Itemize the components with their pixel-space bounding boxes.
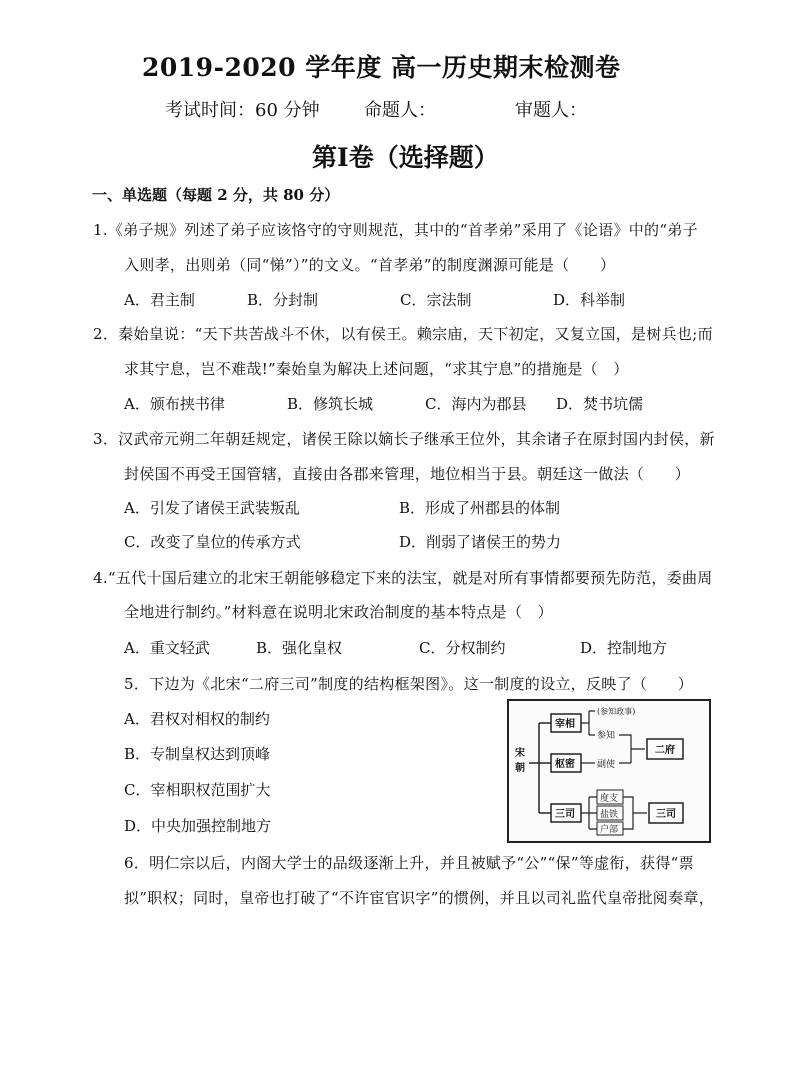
question-4-line-2: 全地进行制约。”材料意在说明北宋政治制度的基本特点是（ ） [124, 603, 553, 621]
question-4-option-d: D．控制地方 [580, 639, 668, 657]
question-1-option-d: D．科举制 [553, 291, 626, 309]
question-3-option-c: C．改变了皇位的传承方式 [124, 533, 301, 551]
question-5-option-d: D．中央加强控制地方 [124, 817, 272, 835]
diagram-sub-c: 户部 [600, 825, 619, 835]
diagram-sansi-label: 三司 [656, 809, 676, 820]
question-3-option-b: B．形成了州郡县的体制 [399, 499, 561, 517]
volume-title: 第Ⅰ卷（选择题） [312, 143, 499, 172]
question-4-option-c: C．分权制约 [419, 639, 506, 657]
question-2-option-d: D．焚书坑儒 [556, 395, 644, 413]
question-6-line-2: 拟”职权；同时，皇帝也打破了“不许宦官识字”的惯例，并且以司礼监代皇帝批阅奏章， [124, 889, 715, 907]
diagram-sub-b: 度支 [600, 794, 619, 804]
diagram-main-bracket [529, 723, 551, 813]
question-2-line-1: 2．秦始皇说：“天下共苦战斗不休，以有侯王。赖宗庙，天下初定，又复立国，是树兵也;而 [93, 325, 713, 343]
diagram-zaixiang-branch [581, 711, 595, 735]
question-1-option-a: A．君主制 [124, 291, 195, 309]
erfu-sansi-diagram [507, 699, 711, 843]
diagram-erfu-bracket [619, 735, 645, 763]
question-4-option-b: B．强化皇权 [256, 639, 343, 657]
question-reviewer: 审题人： [515, 100, 587, 121]
question-5-option-a: A．君权对相权的制约 [124, 710, 270, 728]
diagram-sanshi-branch [581, 797, 597, 829]
question-4-option-a: A．重文轻武 [124, 639, 210, 657]
question-6-line-1: 6．明仁宗以后，内阁大学士的品级逐渐上升，并且被赋予“公”“保”等虚衔，获得“票 [124, 854, 694, 872]
diagram-dynasty-1: 宋 [515, 748, 525, 759]
diagram-zaixiang-label: 宰相 [555, 719, 575, 730]
exam-time: 考试时间：60 分钟 [165, 100, 320, 121]
question-1-line-2: 入则孝，出则弟（同“悌”）”的文义。“首孝弟”的制度渊源可能是（ ） [124, 256, 616, 274]
question-3-line-2: 封侯国不再受王国管辖，直接由各郡来管理，地位相当于县。朝廷这一做法（ ） [124, 465, 691, 483]
diagram-shumi-sub: 副使 [597, 760, 616, 770]
question-1-line-1: 1.《弟子规》列述了弟子应该恪守的守则规范，其中的“首孝弟”采用了《论语》中的“弟子 [93, 221, 698, 239]
diagram-sub-a: 盐铁 [600, 810, 619, 820]
question-3-option-a: A．引发了诸侯王武装叛乱 [124, 499, 300, 517]
diagram-svg [509, 701, 705, 837]
question-2-option-a: A．颁布挟书律 [124, 395, 225, 413]
question-5-line-1: 5．下边为《北宋“二府三司”制度的结构框架图》。这一制度的设立，反映了（ ） [124, 675, 694, 693]
diagram-erfu-label: 二府 [655, 745, 675, 756]
question-2-line-2: 求其宁息，岂不难哉!”秦始皇为解决上述问题，“求其宁息”的措施是（ ） [124, 360, 629, 378]
question-setter: 命题人： [364, 100, 436, 121]
question-1-option-b: B．分封制 [247, 291, 319, 309]
diagram-sub-top: (参知政事) [597, 707, 636, 716]
question-5-option-c: C．宰相职权范围扩大 [124, 781, 271, 799]
diagram-sansi-bracket [623, 797, 647, 829]
question-1-option-c: C．宗法制 [400, 291, 472, 309]
question-4-line-1: 4.“五代十国后建立的北宋王朝能够稳定下来的法宝，就是对所有事情都要预先防范，委曲周 [93, 569, 713, 587]
exam-title: 2019-2020 学年度 高一历史期末检测卷 [142, 53, 621, 82]
diagram-shumi-label: 枢密 [555, 759, 575, 770]
question-2-option-b: B．修筑长城 [287, 395, 374, 413]
question-3-line-1: 3．汉武帝元朔二年朝廷规定，诸侯王除以嫡长子继承王位外，其余诸子在原封国内封侯，新 [93, 430, 715, 448]
question-3-option-d: D．削弱了诸侯王的势力 [399, 533, 562, 551]
diagram-sanshi-label: 三司 [555, 809, 575, 820]
section-title: 一、单选题（每题 2 分，共 80 分） [92, 186, 340, 204]
diagram-canzhi: 参知 [597, 731, 616, 741]
question-5-option-b: B．专制皇权达到顶峰 [124, 745, 271, 763]
question-2-option-c: C．海内为郡县 [425, 395, 527, 413]
diagram-dynasty-2: 朝 [515, 763, 525, 774]
